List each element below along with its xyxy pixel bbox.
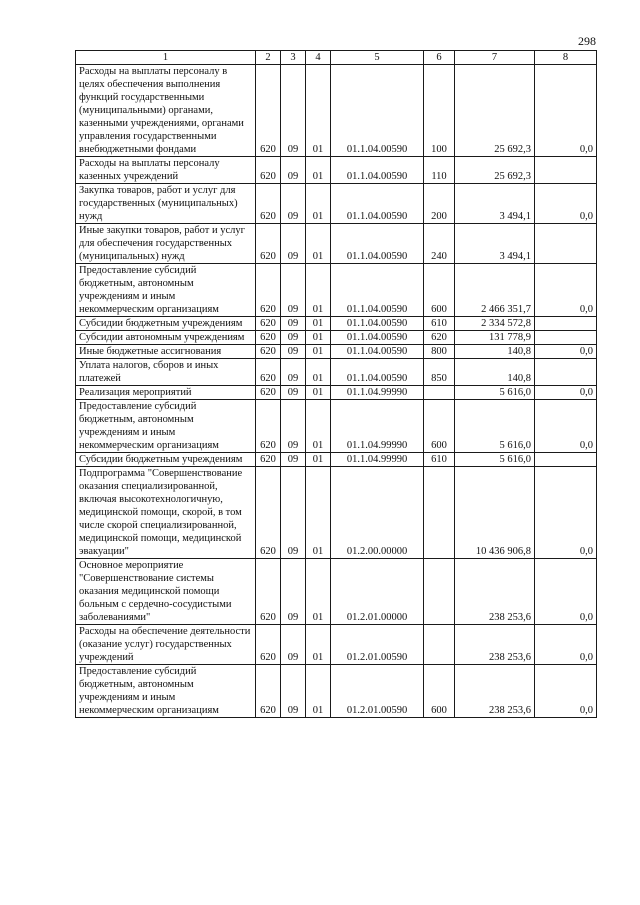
table-row <box>76 345 597 359</box>
amount-2-cell: 0,0 <box>535 625 597 665</box>
ministry-code-cell: 620 <box>256 359 281 386</box>
expense-name-cell: Иные закупки товаров, работ и услуг для обеспечения государственных (муниципальных) нужд <box>76 224 256 264</box>
section-code-cell: 09 <box>281 317 306 331</box>
ministry-code-cell: 620 <box>256 665 281 718</box>
subsection-code-cell: 01 <box>306 65 331 157</box>
section-code-cell: 09 <box>281 184 306 224</box>
expense-type-code-cell: 200 <box>424 184 455 224</box>
expense-type-code-cell <box>424 559 455 625</box>
amount-2-cell <box>535 359 597 386</box>
amount-cell: 3 494,1 <box>455 224 535 264</box>
amount-cell: 25 692,3 <box>455 157 535 184</box>
amount-cell: 238 253,6 <box>455 625 535 665</box>
table-row <box>76 453 597 467</box>
subsection-code-cell: 01 <box>306 453 331 467</box>
subsection-code-cell: 01 <box>306 665 331 718</box>
ministry-code-cell: 620 <box>256 264 281 317</box>
column-header: 2 <box>256 51 281 65</box>
section-code-cell: 09 <box>281 331 306 345</box>
amount-2-cell: 0,0 <box>535 400 597 453</box>
ministry-code-cell: 620 <box>256 65 281 157</box>
target-article-code-cell: 01.1.04.00590 <box>331 345 424 359</box>
section-code-cell: 09 <box>281 345 306 359</box>
table-row <box>76 359 597 386</box>
ministry-code-cell: 620 <box>256 400 281 453</box>
target-article-code-cell: 01.1.04.00590 <box>331 264 424 317</box>
amount-cell: 3 494,1 <box>455 184 535 224</box>
expense-type-code-cell: 850 <box>424 359 455 386</box>
expense-name-cell: Субсидии бюджетным учреждениям <box>76 317 256 331</box>
target-article-code-cell: 01.1.04.00590 <box>331 317 424 331</box>
budget-table <box>75 50 597 718</box>
table-row <box>76 400 597 453</box>
ministry-code-cell: 620 <box>256 317 281 331</box>
expense-name-cell: Субсидии бюджетным учреждениям <box>76 453 256 467</box>
amount-cell: 10 436 906,8 <box>455 467 535 559</box>
table-row <box>76 184 597 224</box>
table-row <box>76 625 597 665</box>
subsection-code-cell: 01 <box>306 331 331 345</box>
amount-2-cell <box>535 224 597 264</box>
page-number: 298 <box>578 34 596 48</box>
ministry-code-cell: 620 <box>256 331 281 345</box>
ministry-code-cell: 620 <box>256 157 281 184</box>
expense-type-code-cell: 610 <box>424 317 455 331</box>
expense-type-code-cell <box>424 467 455 559</box>
target-article-code-cell: 01.2.01.00000 <box>331 559 424 625</box>
subsection-code-cell: 01 <box>306 559 331 625</box>
table-row <box>76 467 597 559</box>
expense-type-code-cell: 600 <box>424 400 455 453</box>
header-row <box>76 51 597 65</box>
column-header: 5 <box>331 51 424 65</box>
expense-type-code-cell <box>424 386 455 400</box>
section-code-cell: 09 <box>281 467 306 559</box>
subsection-code-cell: 01 <box>306 467 331 559</box>
column-header: 1 <box>76 51 256 65</box>
expense-name-cell: Уплата налогов, сборов и иных платежей <box>76 359 256 386</box>
amount-cell: 25 692,3 <box>455 65 535 157</box>
ministry-code-cell: 620 <box>256 386 281 400</box>
expense-name-cell: Предоставление субсидий бюджетным, автономным учреждениям и иным некоммерческим организациям <box>76 400 256 453</box>
amount-2-cell <box>535 453 597 467</box>
ministry-code-cell: 620 <box>256 453 281 467</box>
amount-cell: 2 334 572,8 <box>455 317 535 331</box>
subsection-code-cell: 01 <box>306 264 331 317</box>
expense-type-code-cell: 600 <box>424 665 455 718</box>
subsection-code-cell: 01 <box>306 317 331 331</box>
subsection-code-cell: 01 <box>306 359 331 386</box>
column-header: 3 <box>281 51 306 65</box>
amount-cell: 5 616,0 <box>455 386 535 400</box>
amount-cell: 5 616,0 <box>455 453 535 467</box>
ministry-code-cell: 620 <box>256 467 281 559</box>
column-header: 7 <box>455 51 535 65</box>
target-article-code-cell: 01.1.04.99990 <box>331 400 424 453</box>
expense-type-code-cell: 600 <box>424 264 455 317</box>
table-row <box>76 331 597 345</box>
expense-name-cell: Иные бюджетные ассигнования <box>76 345 256 359</box>
subsection-code-cell: 01 <box>306 157 331 184</box>
target-article-code-cell: 01.1.04.00590 <box>331 331 424 345</box>
expense-name-cell: Предоставление субсидий бюджетным, автономным учреждениям и иным некоммерческим организациям <box>76 264 256 317</box>
table-row <box>76 386 597 400</box>
amount-2-cell <box>535 317 597 331</box>
section-code-cell: 09 <box>281 359 306 386</box>
section-code-cell: 09 <box>281 400 306 453</box>
expense-name-cell: Расходы на обеспечение деятельности (оказание услуг) государственных учреждений <box>76 625 256 665</box>
ministry-code-cell: 620 <box>256 224 281 264</box>
expense-name-cell: Расходы на выплаты персоналу казенных учреждений <box>76 157 256 184</box>
target-article-code-cell: 01.1.04.00590 <box>331 65 424 157</box>
amount-2-cell: 0,0 <box>535 345 597 359</box>
table-row <box>76 224 597 264</box>
subsection-code-cell: 01 <box>306 625 331 665</box>
expense-type-code-cell: 100 <box>424 65 455 157</box>
section-code-cell: 09 <box>281 264 306 317</box>
table-row <box>76 65 597 157</box>
target-article-code-cell: 01.1.04.99990 <box>331 386 424 400</box>
target-article-code-cell: 01.1.04.00590 <box>331 359 424 386</box>
section-code-cell: 09 <box>281 453 306 467</box>
amount-2-cell <box>535 331 597 345</box>
expense-type-code-cell: 800 <box>424 345 455 359</box>
expense-type-code-cell: 610 <box>424 453 455 467</box>
target-article-code-cell: 01.1.04.99990 <box>331 453 424 467</box>
amount-cell: 140,8 <box>455 345 535 359</box>
subsection-code-cell: 01 <box>306 224 331 264</box>
amount-2-cell: 0,0 <box>535 264 597 317</box>
expense-name-cell: Предоставление субсидий бюджетным, автономным учреждениям и иным некоммерческим организациям <box>76 665 256 718</box>
section-code-cell: 09 <box>281 224 306 264</box>
subsection-code-cell: 01 <box>306 386 331 400</box>
table-row <box>76 317 597 331</box>
table-row <box>76 157 597 184</box>
amount-2-cell: 0,0 <box>535 467 597 559</box>
ministry-code-cell: 620 <box>256 625 281 665</box>
target-article-code-cell: 01.1.04.00590 <box>331 224 424 264</box>
amount-cell: 131 778,9 <box>455 331 535 345</box>
target-article-code-cell: 01.1.04.00590 <box>331 157 424 184</box>
expense-type-code-cell: 240 <box>424 224 455 264</box>
section-code-cell: 09 <box>281 65 306 157</box>
amount-2-cell: 0,0 <box>535 65 597 157</box>
amount-2-cell <box>535 157 597 184</box>
amount-cell: 238 253,6 <box>455 559 535 625</box>
column-header: 6 <box>424 51 455 65</box>
subsection-code-cell: 01 <box>306 345 331 359</box>
ministry-code-cell: 620 <box>256 184 281 224</box>
amount-cell: 2 466 351,7 <box>455 264 535 317</box>
section-code-cell: 09 <box>281 665 306 718</box>
expense-type-code-cell: 110 <box>424 157 455 184</box>
expense-name-cell: Расходы на выплаты персоналу в целях обеспечения выполнения функций государственными (муниципальными) органами, казенными учреждениями, органами управления государственными внебюджетными фондами <box>76 65 256 157</box>
amount-2-cell: 0,0 <box>535 386 597 400</box>
column-header: 8 <box>535 51 597 65</box>
subsection-code-cell: 01 <box>306 400 331 453</box>
amount-cell: 238 253,6 <box>455 665 535 718</box>
expense-name-cell: Подпрограмма "Совершенствование оказания специализированной, включая высокотехнологичную, медицинской помощи, скорой, в том числе скорой специализированной, медицинской помощи, медицинской эвакуации" <box>76 467 256 559</box>
amount-2-cell: 0,0 <box>535 559 597 625</box>
expense-type-code-cell <box>424 625 455 665</box>
target-article-code-cell: 01.2.01.00590 <box>331 625 424 665</box>
ministry-code-cell: 620 <box>256 345 281 359</box>
subsection-code-cell: 01 <box>306 184 331 224</box>
target-article-code-cell: 01.1.04.00590 <box>331 184 424 224</box>
target-article-code-cell: 01.2.00.00000 <box>331 467 424 559</box>
target-article-code-cell: 01.2.01.00590 <box>331 665 424 718</box>
table-row <box>76 559 597 625</box>
amount-cell: 5 616,0 <box>455 400 535 453</box>
amount-2-cell: 0,0 <box>535 665 597 718</box>
table-row <box>76 264 597 317</box>
section-code-cell: 09 <box>281 625 306 665</box>
expense-name-cell: Основное мероприятие "Совершенствование системы оказания медицинской помощи больным с сердечно-сосудистыми заболеваниями" <box>76 559 256 625</box>
table-row <box>76 665 597 718</box>
expense-name-cell: Закупка товаров, работ и услуг для государственных (муниципальных) нужд <box>76 184 256 224</box>
section-code-cell: 09 <box>281 559 306 625</box>
expense-type-code-cell: 620 <box>424 331 455 345</box>
section-code-cell: 09 <box>281 157 306 184</box>
ministry-code-cell: 620 <box>256 559 281 625</box>
column-header: 4 <box>306 51 331 65</box>
amount-cell: 140,8 <box>455 359 535 386</box>
amount-2-cell: 0,0 <box>535 184 597 224</box>
expense-name-cell: Реализация мероприятий <box>76 386 256 400</box>
section-code-cell: 09 <box>281 386 306 400</box>
expense-name-cell: Субсидии автономным учреждениям <box>76 331 256 345</box>
